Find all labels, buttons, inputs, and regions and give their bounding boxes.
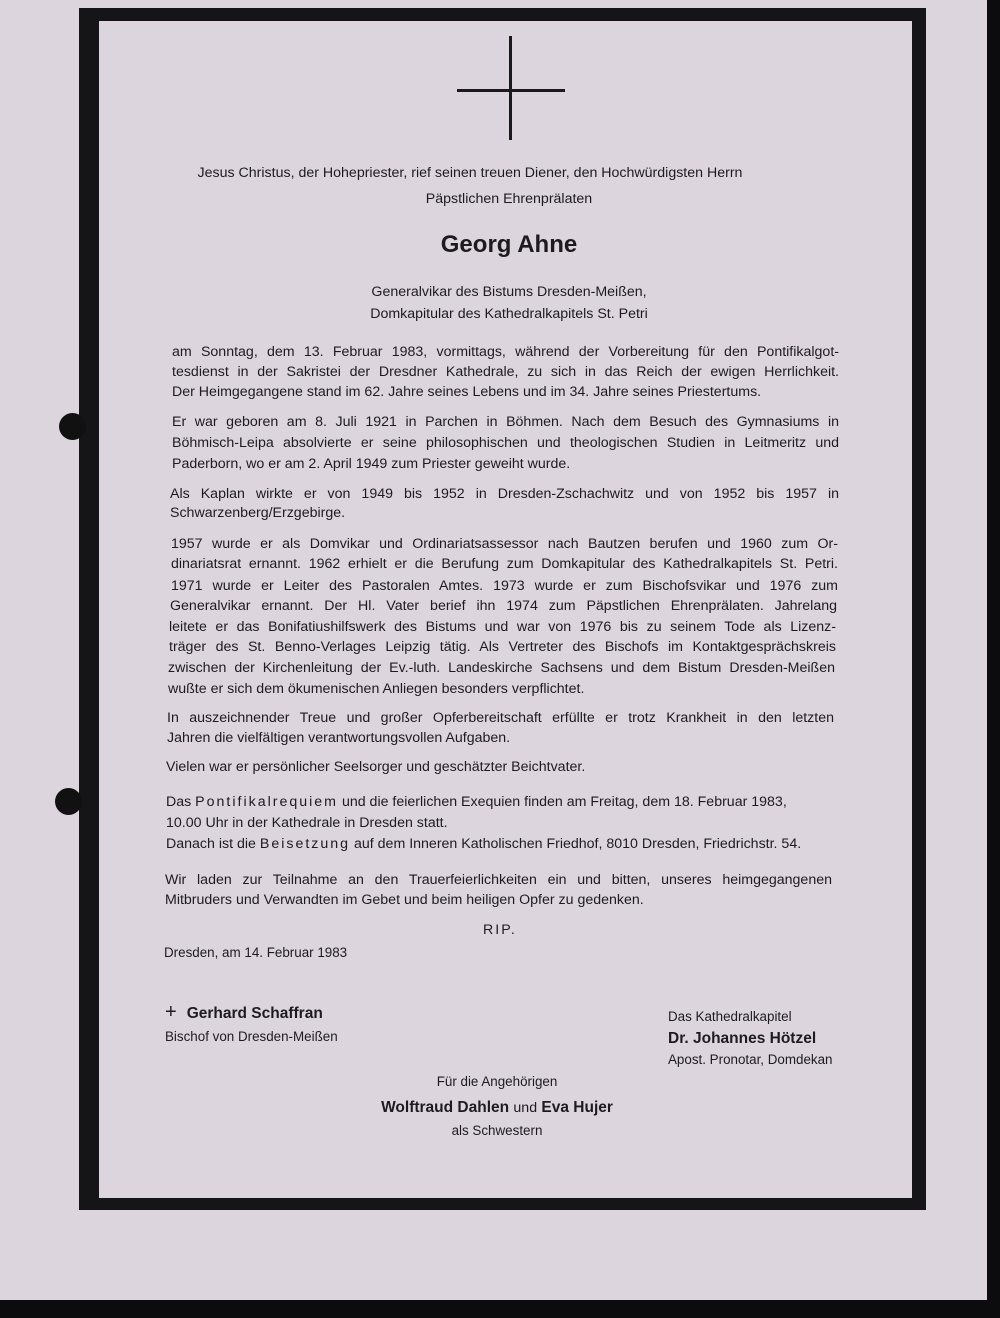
title-line: Domkapitular des Kathedralkapitels St. Petri (370, 306, 648, 322)
body-line: Böhmisch-Leipa absolvierte er seine philosophischen und theologischen Studien in Leitmeritz und (172, 435, 839, 451)
body-line: Der Heimgegangene stand im 62. Jahre seines Lebens und im 34. Jahre seines Priestertums. (172, 384, 762, 400)
text-run: Beisetzung (259, 836, 351, 852)
body-line: Mitbruders und Verwandten im Gebet und beim heiligen Opfer zu gedenken. (165, 892, 644, 908)
funeral-line (166, 835, 801, 854)
title-line: Generalvikar des Bistums Dresden-Meißen, (371, 284, 647, 300)
punch-hole (59, 413, 86, 440)
body-line: Jahren die vielfältigen verantwortungsvollen Aufgaben. (167, 730, 511, 746)
body-line: am Sonntag, dem 13. Februar 1983, vormittags, während der Vorbereitung für den Pontifikalgot- (172, 344, 839, 360)
dean-name: Dr. Johannes Hötzel (668, 1030, 817, 1047)
body-line: zwischen der Kirchenleitung der Ev.-luth. Landeskirche Sachsens und dem Bistum Dresden-Meißen (168, 660, 835, 676)
bishop-signature (165, 1003, 323, 1023)
body-line: Generalvikar ernannt. Der Hl. Vater berief ihn 1974 zum Päpstlichen Ehrenprälaten. Jahrelang (170, 598, 837, 614)
funeral-line: 10.00 Uhr in der Kathedrale in Dresden statt. (166, 815, 448, 831)
place-date: Dresden, am 14. Februar 1983 (164, 945, 348, 960)
rip-text: RIP. (483, 922, 517, 938)
bishop-name: Gerhard Schaffran (186, 1005, 323, 1022)
text-run: Pontifikalrequiem (195, 794, 338, 810)
body-line: Vielen war er persönlicher Seelsorger und geschätzter Beichtvater. (166, 759, 586, 775)
body-line: Schwarzenberg/Erzgebirge. (170, 505, 346, 521)
body-line: 1971 wurde er Leiter des Pastoralen Amtes. 1973 wurde er zum Bischofsvikar und 1976 zum (171, 578, 838, 594)
funeral-line (166, 793, 833, 812)
body-line: wußte er sich dem ökumenischen Anliegen besonders verpflichtet. (168, 681, 585, 697)
intro-line: Jesus Christus, der Hohepriester, rief seinen treuen Diener, den Hochwürdigsten Herrn (197, 165, 743, 181)
mourning-border-bottom (79, 1198, 926, 1210)
family-names (347, 1098, 647, 1118)
punch-hole (55, 788, 82, 815)
body-line: dinariatsrat ernannt. 1962 erhielt er die Berufung zum Domkapitular des Kathedralkapitels St. Petri. (171, 556, 838, 572)
family-and: und (513, 1100, 538, 1116)
body-line: träger des St. Benno-Verlages Leipzig tätig. Als Vertreter des Bischofs im Kontaktgesprächskreis (169, 639, 836, 655)
body-line: Paderborn, wo er am 2. April 1949 zum Priester geweiht wurde. (172, 456, 571, 472)
family-label: Für die Angehörigen (436, 1074, 558, 1089)
bishop-title: Bischof von Dresden-Meißen (165, 1029, 338, 1044)
intro-line: Päpstlichen Ehrenprälaten (425, 191, 593, 207)
body-line: 1957 wurde er als Domvikar und Ordinariatsassessor nach Bautzen berufen und 1960 zum Or- (171, 536, 838, 552)
text-run: und die feierlichen Exequien finden am Freitag, dem 18. Februar 1983, (338, 794, 787, 810)
text-run: Danach ist die (166, 836, 260, 852)
family-name: Eva Hujer (541, 1099, 613, 1116)
family-relation: als Schwestern (451, 1123, 543, 1138)
body-line: Als Kaplan wirkte er von 1949 bis 1952 in Dresden-Zschachwitz und von 1952 bis 1957 in (170, 486, 839, 502)
mourning-border-top (79, 8, 926, 21)
body-line: Wir laden zur Teilnahme an den Trauerfeierlichkeiten ein und bitten, unseres heimgegangenen (165, 872, 832, 888)
body-line: leitete er das Bonifatiushilfswerk des Bistums und war von 1976 bis zu seinem Tode als Lizenz- (169, 619, 836, 635)
body-line: tesdienst in der Sakristei der Dresdner Kathedrale, zu sich in das Reich der ewigen Herrlichkeit. (172, 364, 839, 380)
family-name: Wolftraud Dahlen (381, 1099, 510, 1116)
dean-title: Apost. Pronotar, Domdekan (668, 1052, 833, 1067)
cross-mark-icon: + (165, 1001, 177, 1023)
chapter-label: Das Kathedralkapitel (668, 1009, 792, 1024)
mourning-border-left (79, 8, 99, 1208)
text-run: auf dem Inneren Katholischen Friedhof, 8010 Dresden, Friedrichstr. 54. (350, 836, 802, 852)
text-run: Das (166, 794, 196, 810)
deceased-name: Georg Ahne (440, 231, 578, 258)
body-line: Er war geboren am 8. Juli 1921 in Parchen in Böhmen. Nach dem Besuch des Gymnasiums in (172, 414, 839, 430)
mourning-border-right (912, 8, 926, 1210)
body-line: In auszeichnender Treue und großer Opferbereitschaft erfüllte er trotz Krankheit in den letzten (167, 710, 834, 726)
